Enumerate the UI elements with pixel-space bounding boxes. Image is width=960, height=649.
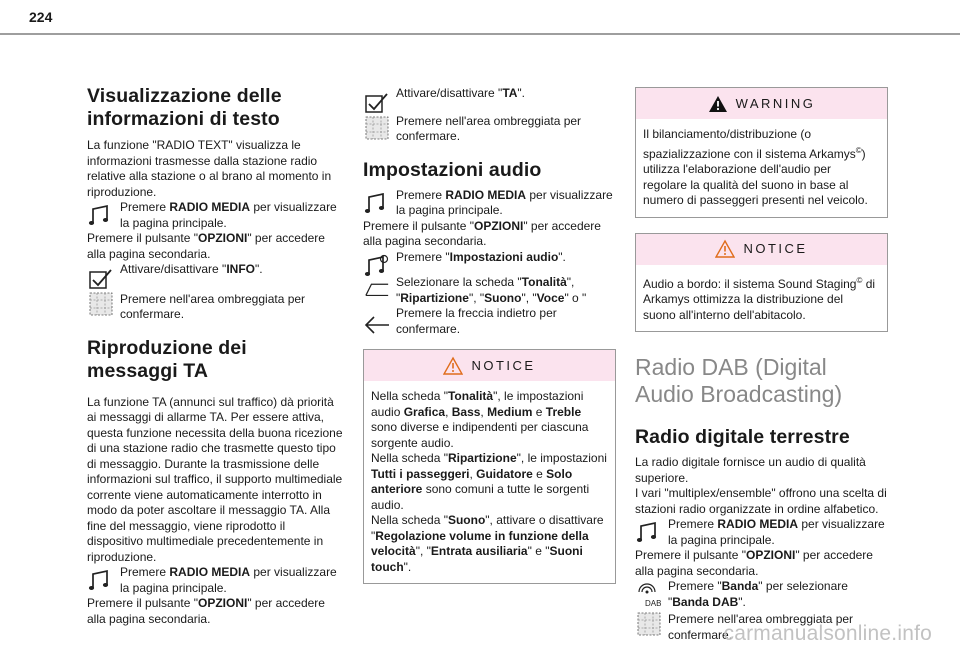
warning-triangle-solid-icon [708, 94, 728, 114]
warning-triangle-icon [443, 356, 463, 376]
notice-header [364, 350, 615, 381]
shaded-area-icon [363, 114, 391, 142]
paragraph-radio-text: La funzione "RADIO TEXT" visualizza le informazioni trasmesse dalla stazione radio relative alla stazione o al brano al momento in riproduzione. [87, 138, 332, 199]
notice-title: NOTICE [743, 241, 808, 257]
heading-ta: Riproduzione dei messaggi TA [87, 336, 247, 382]
column-3 [635, 87, 888, 643]
header-rule [0, 33, 960, 35]
back-arrow-icon [363, 310, 391, 338]
music-note-icon [87, 567, 113, 593]
heading-radio-text: Visualizzazione delle informazioni di testo [87, 85, 282, 130]
warning-box [635, 87, 888, 218]
paragraph-ta: La funzione TA (annunci sul traffico) dà priorità ai messaggi di allarme TA. Per essere attiva, questa funzione necessita della buona ricezione di una stazione radio che trasmette questo tipo di messaggio. Durante la trasmissione delle informazioni sul traffico, il supporto multimediale corrente viene automaticamente interrotto in modo da poter ascoltare il messaggio TA. Alla fine del messaggio, viene riprodotto il dispositivo multimediale precedentemente in riproduzione. [87, 394, 343, 564]
page-number: 224 [29, 9, 53, 25]
notice-text: Audio a bordo: il sistema Sound Staging© di Arkamys ottimizza la distribuzione del suono all'interno dell'abitacolo. [643, 275, 876, 322]
svg-text:DAB: DAB [645, 599, 662, 608]
step-confirm-shaded: Premere nell'area ombreggiata per confermare. [363, 114, 616, 145]
notice-suono: Nella scheda "Suono", attivare o disattivare "Regolazione volume in funzione della velocità", "Entrata ausiliaria" e "Suoni touch". [371, 513, 604, 574]
step-options-2: Premere il pulsante "OPZIONI" per accedere alla pagina secondaria. [87, 596, 325, 626]
shaded-area-icon [635, 610, 663, 638]
music-note-icon [635, 519, 661, 545]
paragraph-digital-1: La radio digitale fornisce un audio di qualità superiore. [635, 455, 866, 485]
step-confirm-shaded: Premere nell'area ombreggiata per confermare. [635, 610, 888, 643]
checkbox-icon [363, 90, 389, 116]
notice-box-staging [635, 233, 888, 333]
warning-header [636, 88, 887, 119]
heading-dab: Radio DAB (Digital Audio Broadcasting) [635, 354, 843, 407]
step-options: Premere il pulsante "OPZIONI" per accedere alla pagina secondaria. [87, 231, 325, 261]
tab-icon [363, 275, 391, 301]
notice-ripartizione: Nella scheda "Ripartizione", le impostazioni Tutti i passeggeri, Guidatore e Solo anteriore sono comuni a tutte le sorgenti audio. [371, 451, 607, 512]
heading-digital-radio: Radio digitale terrestre [635, 426, 850, 448]
heading-audio-settings: Impostazioni audio [363, 158, 542, 181]
notice-header [636, 234, 887, 265]
column-2 [363, 86, 616, 584]
step-options: Premere il pulsante "OPZIONI" per accedere alla pagina secondaria. [635, 548, 873, 578]
warning-title: WARNING [735, 95, 816, 111]
notice-box-audio [363, 349, 616, 584]
step-back-arrow: Premere la freccia indietro per confermare. [363, 306, 616, 337]
music-note-icon [363, 190, 389, 216]
step-select-tab: Selezionare la scheda "Tonalità", "Ripartizione", "Suono", "Voce" o " [363, 275, 616, 306]
step-radio-media-2: Premere RADIO MEDIA per visualizzare la pagina principale. [87, 565, 343, 596]
warning-triangle-icon [715, 239, 735, 259]
shaded-area-icon [87, 290, 115, 318]
step-toggle-info: Attivare/disattivare "INFO". [87, 262, 343, 278]
notice-title: NOTICE [471, 357, 536, 373]
dab-radio-icon [635, 580, 663, 608]
music-note-icon [87, 202, 113, 228]
step-confirm-shaded: Premere nell'area ombreggiata per confermare. [87, 284, 343, 323]
warning-body [636, 119, 887, 217]
watermark: carmanualsonline.info [723, 621, 932, 645]
step-radio-media: Premere RADIO MEDIA per visualizzare la pagina principale. [363, 188, 616, 219]
step-toggle-ta: Attivare/disattivare "TA". [363, 86, 616, 102]
warning-text: Il bilanciamento/distribuzione (o spazializzazione con il sistema Arkamys©) utilizza l'elaborazione dell'audio per regolare la qualità del suono in base al numero di passeggeri presenti nel veicolo. [643, 127, 868, 207]
step-radio-media: Premere RADIO MEDIA per visualizzare la pagina principale. [87, 200, 343, 231]
step-options: Premere il pulsante "OPZIONI" per accedere alla pagina secondaria. [363, 218, 601, 248]
notice-tonalita: Nella scheda "Tonalità", le impostazioni audio Grafica, Bass, Medium e Treble sono diverse e indipendenti per ciascuna sorgente audio. [371, 389, 589, 450]
paragraph-digital-2: I vari "multiplex/ensemble" offrono una scelta di stazioni radio organizzate in ordine alfabetico. [635, 486, 887, 516]
notice-body [364, 381, 615, 583]
step-audio-settings: Premere "Impostazioni audio". [363, 250, 616, 266]
notice-body [636, 265, 887, 332]
step-radio-media: Premere RADIO MEDIA per visualizzare la pagina principale. [635, 517, 888, 548]
column-1 [87, 85, 343, 627]
step-band-dab: DAB Premere "Banda" per selezionare "Banda DAB". [635, 579, 888, 610]
